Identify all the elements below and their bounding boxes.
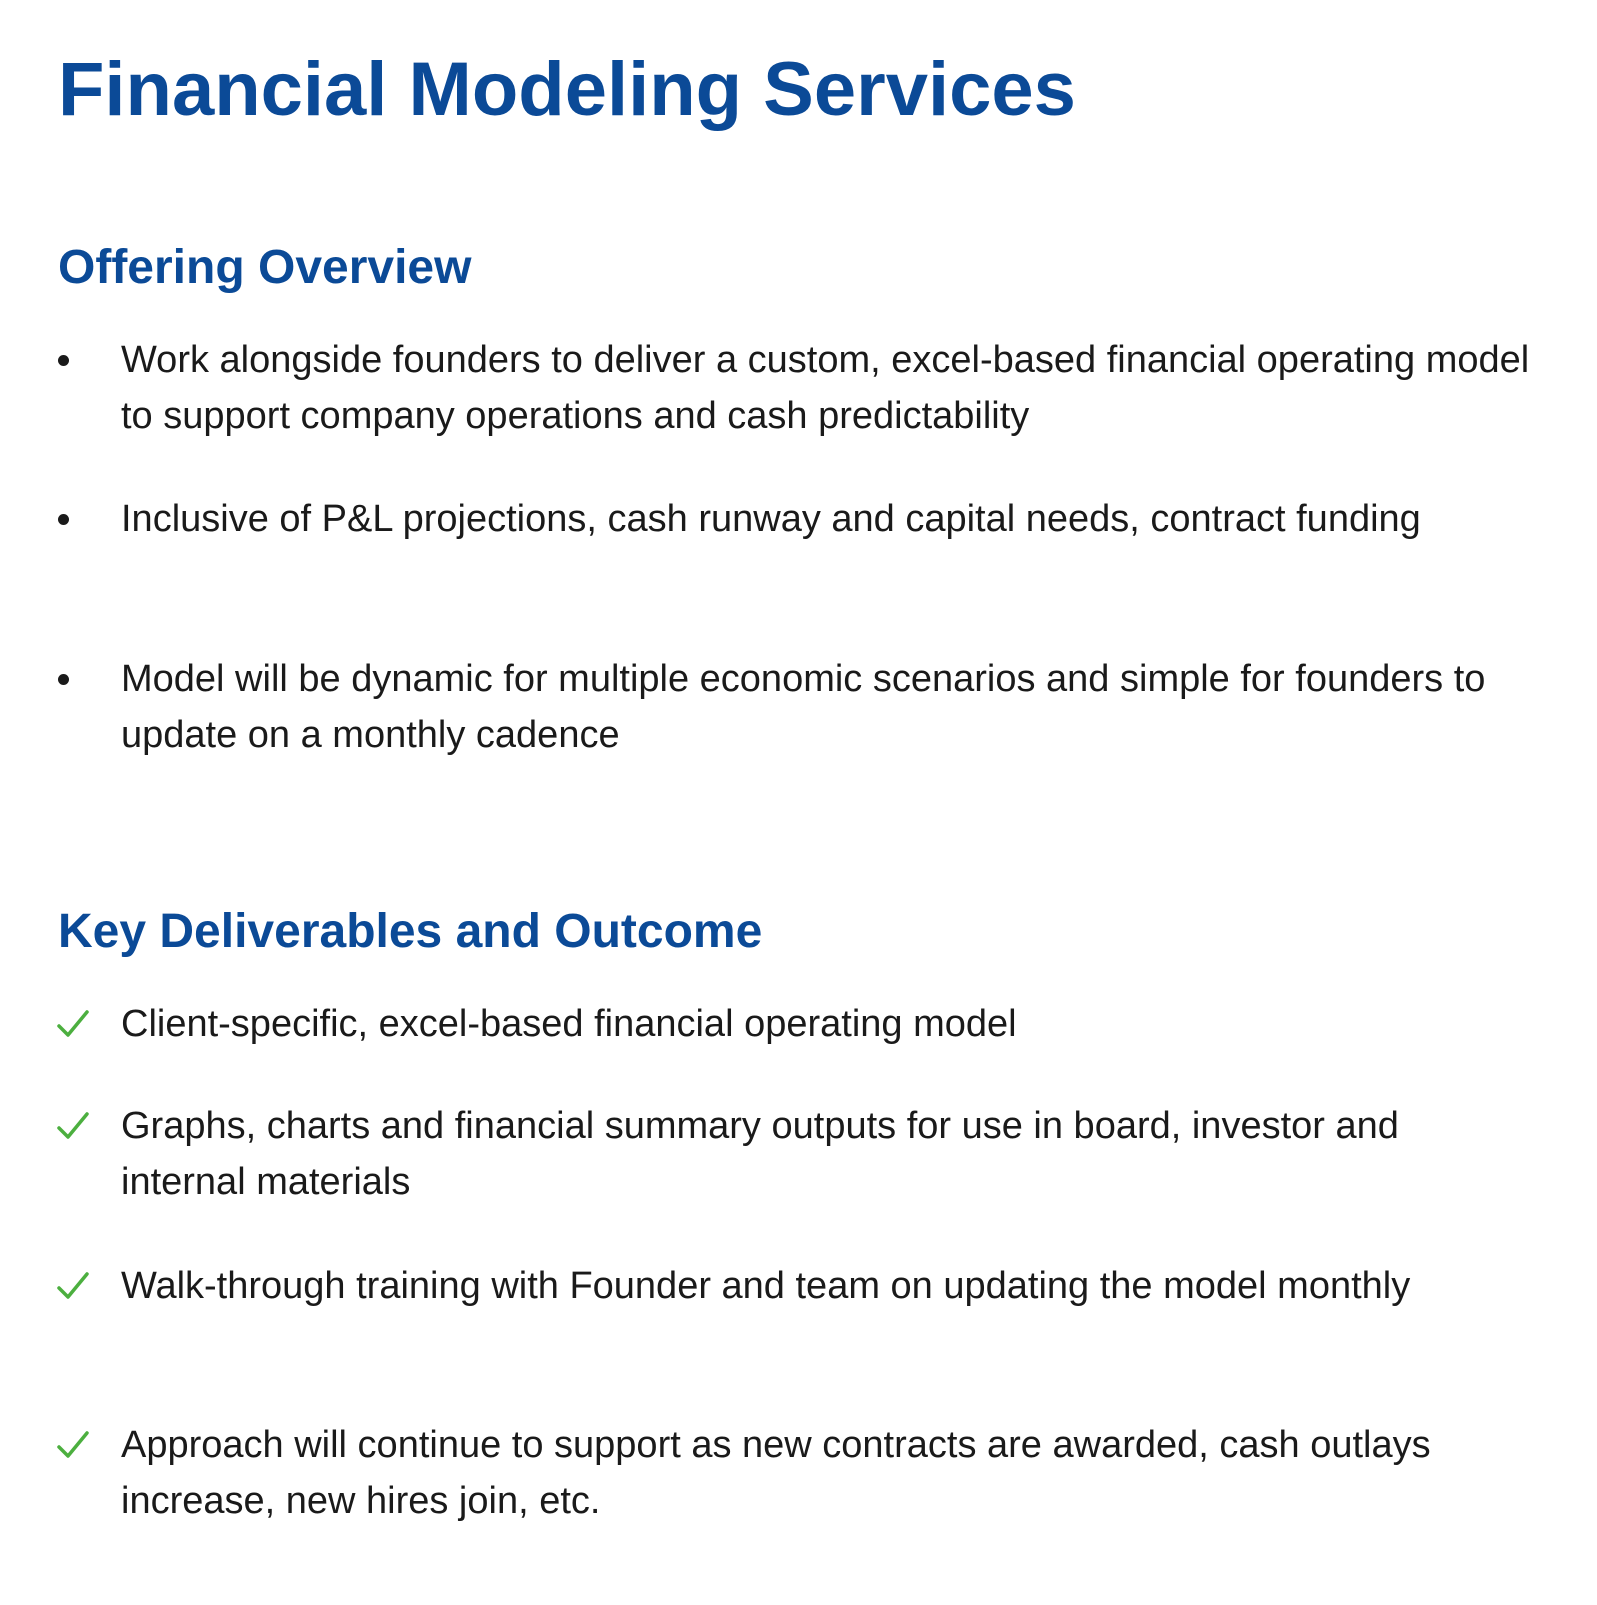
checkmark-icon [56,1098,96,1154]
bullet-dot-icon [56,332,96,388]
key-deliverables-heading: Key Deliverables and Outcome [58,905,763,958]
offering-overview-heading: Offering Overview [58,241,472,294]
list-item-text: Work alongside founders to deliver a custom, excel-based financial operating model to support company operations and cash predictability [121,339,1530,437]
list-item-text: Walk-through training with Founder and team on updating the model monthly [121,1265,1411,1307]
list-item-text: Approach will continue to support as new contracts are awarded, cash outlays increase, new hires join, etc. [121,1424,1431,1522]
list-item-text: Graphs, charts and financial summary outputs for use in board, investor and internal materials [121,1105,1399,1203]
checkmark-icon [56,1417,96,1473]
page-title: Financial Modeling Services [58,47,1076,132]
bullet-dot-icon [56,651,96,707]
list-item-text: Client-specific, excel-based financial operating model [121,1003,1017,1045]
list-item-text: Model will be dynamic for multiple economic scenarios and simple for founders to update on a monthly cadence [121,658,1486,756]
checkmark-icon [56,1258,96,1314]
list-item-text: Inclusive of P&L projections, cash runway and capital needs, contract funding [121,498,1421,540]
checkmark-icon [56,996,96,1052]
bullet-dot-icon [56,491,96,547]
